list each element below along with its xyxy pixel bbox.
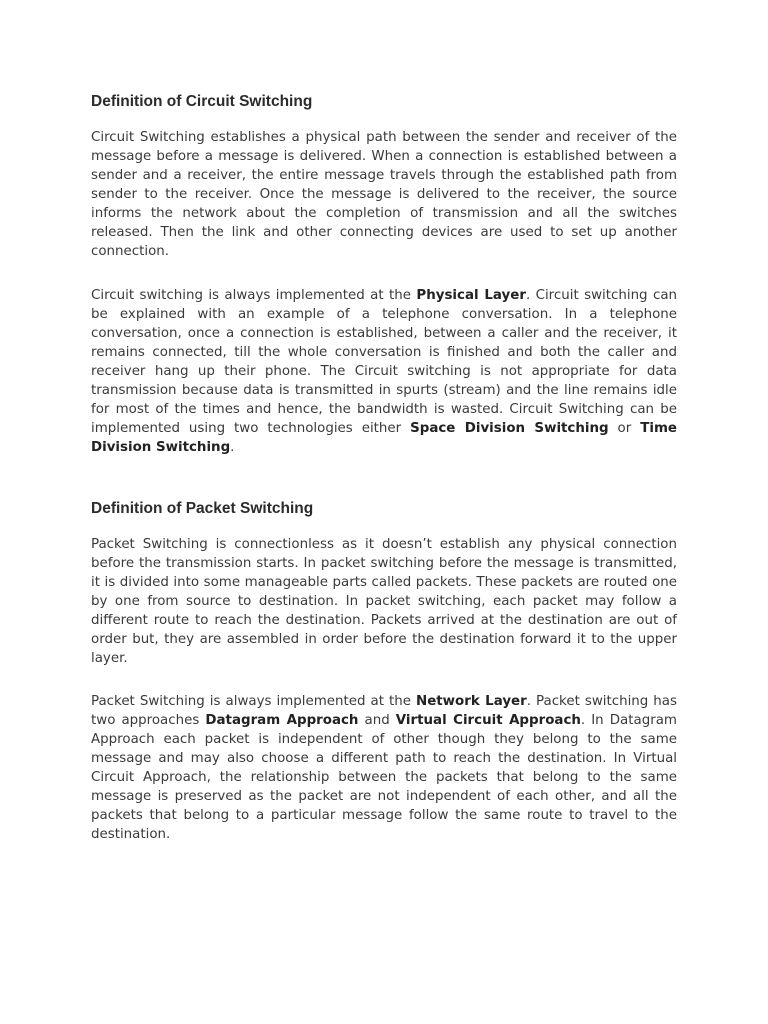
circuit-switching-heading: Definition of Circuit Switching xyxy=(91,93,313,110)
text-span: or xyxy=(608,421,641,436)
network-layer-term: Network Layer xyxy=(415,694,527,709)
text-span: . Circuit switching can be explained with an example of a telephone conversation. In a telephone conversation, once a connection is established, between a caller and the receiver, it remains connected, till the whole conversation is finished and both the caller and receiver hang up their phone. The Circuit switching is not appropriate for data transmission because data is transmitted in spurts (stream) and the line remains idle for most of the times and hence, the bandwidth is wasted. Circuit Switching can be implemented using two technologies either xyxy=(91,288,678,436)
circuit-switching-paragraph-2 xyxy=(91,286,677,457)
text-span: and xyxy=(358,713,396,728)
packet-switching-paragraph-1: Packet Switching is connectionless as it doesn’t establish any physical connection before the transmission starts. In packet switching before the message is transmitted, it is divided into some manageable parts called packets. These packets are routed one by one from source to destination. In packet switching, each packet may follow a different route to reach the destination. Packets arrived at the destination are out of order but, they are assembled in order before the destination forward it to the upper layer. xyxy=(91,537,677,666)
time-division-switching-term: Time Division Switching xyxy=(91,421,677,455)
circuit-switching-paragraph-1: Circuit Switching establishes a physical path between the sender and receiver of the message before a message is delivered. When a connection is established between a sender and a receiver, the entire message travels through the established path from sender to the receiver. Once the message is delivered to the receiver, the source informs the network about the completion of transmission and all the switches released. Then the link and other connecting devices are used to set up another connection. xyxy=(91,130,677,259)
text-span: . In Datagram Approach each packet is independent of other though they belong to the same message and may also choose a different path to reach the destination. In Virtual Circuit Approach, the relationship between the packets that belong to the same message is preserved as the packet are not independent of each other, and all the packets that belong to a particular message follow the same route to travel to the destination. xyxy=(91,713,677,842)
text-span: . xyxy=(230,440,235,455)
packet-switching-heading: Definition of Packet Switching xyxy=(91,500,314,517)
packet-switching-paragraph-2 xyxy=(91,692,677,844)
datagram-approach-term: Datagram Approach xyxy=(205,713,359,728)
text-span: Circuit switching is always implemented at the xyxy=(91,288,417,303)
space-division-switching-term: Space Division Switching xyxy=(410,421,609,436)
virtual-circuit-approach-term: Virtual Circuit Approach xyxy=(395,713,581,728)
text-span: . Packet switching has two approaches xyxy=(91,694,677,728)
physical-layer-term: Physical Layer xyxy=(416,288,526,303)
text-span: Packet Switching is always implemented at the xyxy=(91,694,416,709)
